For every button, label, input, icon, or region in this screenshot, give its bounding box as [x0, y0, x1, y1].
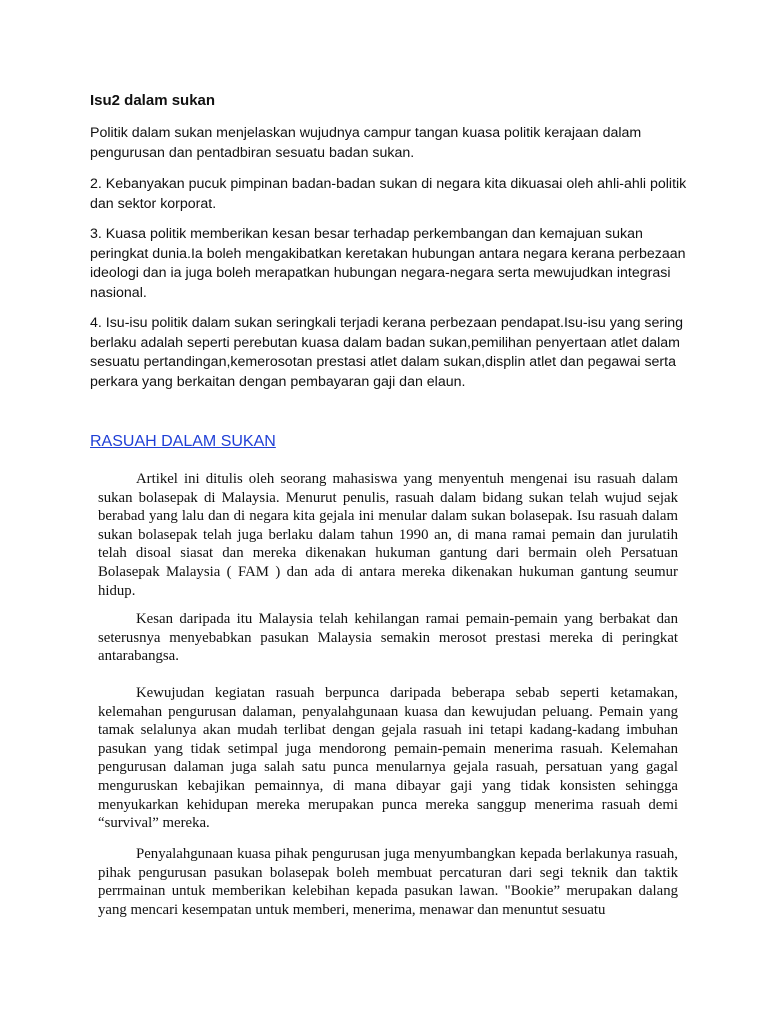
article-paragraph-3: Kewujudan kegiatan rasuah berpunca daripada beberapa sebab seperti ketamakan, kelemahan pengurusan dalaman, penyalahgunaan kuasa dan kewujudan peluang. Pemain yang tamak selalunya akan mudah terlibat dengan gejala rasuah ini tetapi kadang-kadang imbuhan pasukan yang tidak setimpal juga mendorong pemain-pemain menerima rasuah. Kelemahan pengurusan dalaman juga salah satu punca menularnya gejala rasuah, persatuan yang gagal menguruskan kebajikan pemainnya, di mana dibayar gaji yang tidak konsisten sehingga menyukarkan kehidupan mereka merupakan punca mereka sanggup menerima rasuah demi “survival” mereka. — [98, 685, 678, 832]
intro-paragraph-4: 4. Isu-isu politik dalam sukan seringkali terjadi kerana perbezaan pendapat.Isu-isu yang sering berlaku adalah seperti perebutan kuasa dalam badan sukan,pemilihan penyertaan atlet dalam sesuatu pertandingan,kemerosotan prestasi atlet dalam sukan,displin atlet dan pegawai serta perkara yang berkaitan dengan pembayaran gaji dan elaun. — [90, 315, 684, 390]
document-heading: Isu2 dalam sukan — [90, 92, 216, 109]
intro-paragraph-2: 2. Kebanyakan pucuk pimpinan badan-badan sukan di negara kita dikuasai oleh ahli-ahli politik dan sektor korporat. — [90, 176, 687, 212]
intro-paragraph-1: Politik dalam sukan menjelaskan wujudnya campur tangan kuasa politik kerajaan dalam pengurusan dan pentadbiran sesuatu badan sukan. — [90, 125, 642, 161]
article-paragraph-2: Kesan daripada itu Malaysia telah kehilangan ramai pemain-pemain yang berbakat dan seterusnya menyebabkan pasukan Malaysia semakin merosot prestasi mereka di peringkat antarabangsa. — [98, 611, 678, 665]
article-paragraph-1: Artikel ini ditulis oleh seorang mahasiswa yang menyentuh mengenai isu rasuah dalam sukan bolasepak di Malaysia. Menurut penulis, rasuah dalam bidang sukan telah wujud sejak berabad yang lalu dan di negara kita gejala ini menular dalam sukan bolasepak. Isu rasuah dalam sukan bolasepak telah juga berlaku dalam tahun 1990 an, di mana ramai pemain dan jurulatih telah disoal siasat dan mereka dikenakan hukuman gantung dari bermain oleh Persatuan Bolasepak Malaysia ( FAM ) dan ada di antara mereka dikenakan hukuman gantung seumur hidup. — [98, 471, 678, 599]
intro-paragraph-3: 3. Kuasa politik memberikan kesan besar terhadap perkembangan dan kemajuan sukan peringkat dunia.Ia boleh mengakibatkan keretakan hubungan antara negara kerana perbezaan ideologi dan ia juga boleh merapatkan hubungan negara-negara serta mewujudkan integrasi nasional. — [90, 226, 686, 301]
section-title-link[interactable]: RASUAH DALAM SUKAN — [90, 433, 276, 450]
article-paragraph-4: Penyalahgunaan kuasa pihak pengurusan juga menyumbangkan kepada berlakunya rasuah, pihak pengurusan pasukan bolasepak boleh membuat percaturan dari segi teknik dan taktik perrmainan untuk memberikan kelebihan kepada pasukan lawan. "Bookie” merupakan dalang yang mencari kesempatan untuk memberi, menerima, menawar dan menuntut sesuatu — [98, 846, 678, 918]
